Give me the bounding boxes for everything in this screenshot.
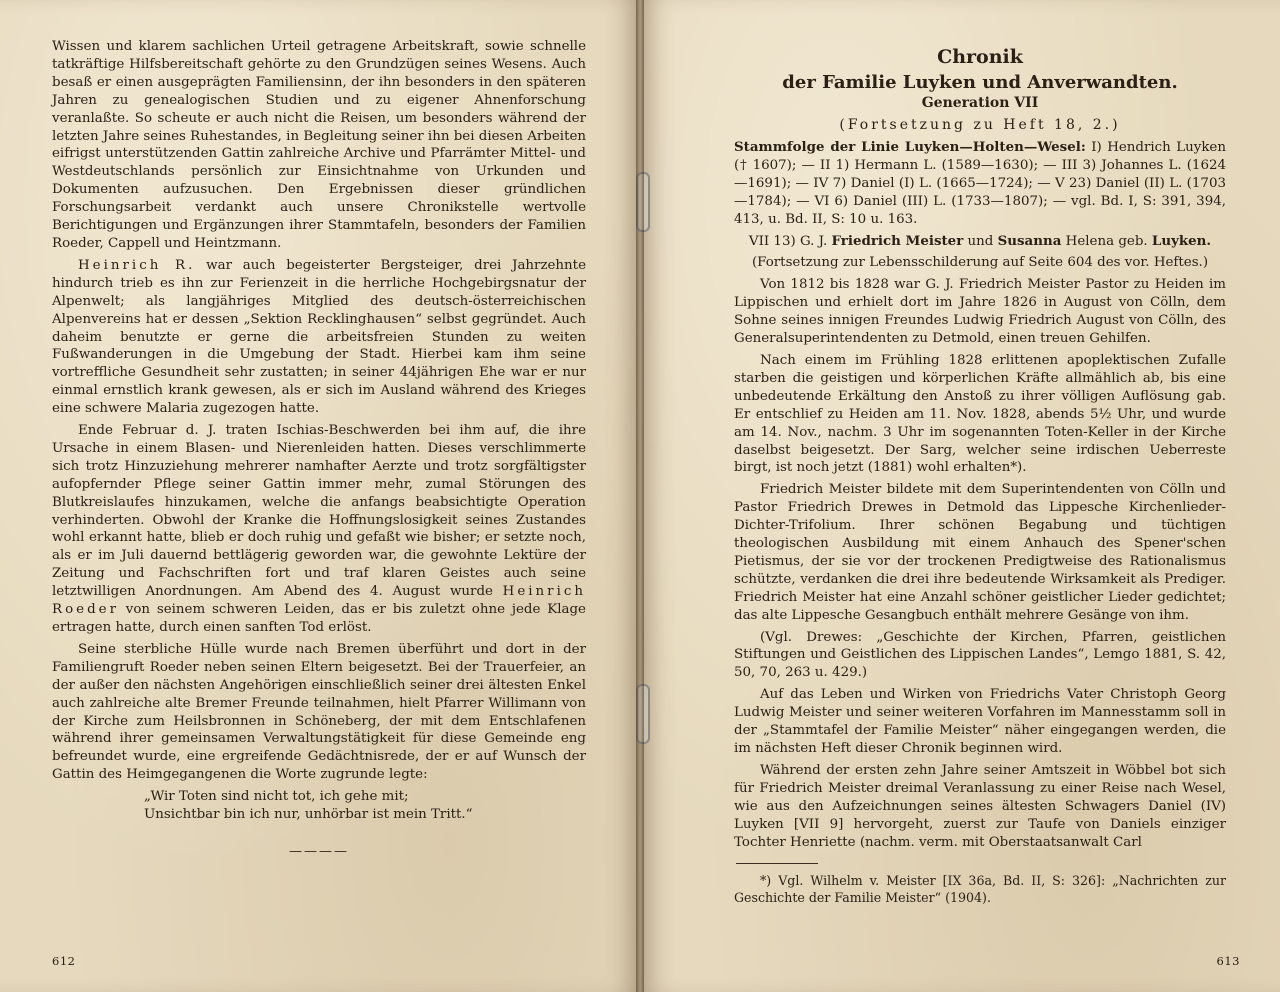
chronicle-title: Chronik	[937, 46, 1023, 68]
right-paragraph-1: Von 1812 bis 1828 war G. J. Friedrich Meister Pastor zu Heiden im Lippischen und erhielt dort im Jahre 1826 in August von Cölln, dem Sohne seines innigen Freundes Ludwig Friedrich August von Cölln, des Generalsuperintendenten zu Detmold, einen treuen Gehilfen.	[734, 277, 1226, 347]
right-page	[640, 0, 1280, 992]
right-paragraph-5: Auf das Leben und Wirken von Friedrichs Vater Christoph Georg Ludwig Meister und seiner weiteren Vorfahren im Mannesstamm soll in der „Stammtafel der Familie Meister“ näher eingegangen werden, die im nächsten Heft dieser Chronik beginnen wird.	[734, 687, 1226, 756]
right-page-text	[734, 139, 1226, 851]
verse-line-2: Unsichtbar bin ich nur, unhörbar ist mein Tritt.“	[144, 807, 473, 823]
name-heinrich-r: Heinrich R.	[78, 257, 196, 273]
name-heinrich-roeder: Heinrich Roeder	[52, 584, 586, 618]
footnote	[734, 872, 1226, 906]
left-page-text	[52, 38, 586, 784]
section-end-mark: ————	[289, 843, 349, 859]
generation-heading: Generation VII	[921, 95, 1039, 111]
lineage-label: Stammfolge der Linie Luyken—Holten—Wesel:	[734, 139, 1086, 155]
left-paragraph-1: Wissen und klarem sachlichen Urteil getragene Arbeitskraft, sowie schnelle tatkräftige Hilfsbereitschaft gehörte zu den Grundzügen seines Wesens. Auch besaß er einen ausgeprägten Familiensinn, der ihn besonders in den späteren Jahren zu genealogischen Studien und zu eigener Ahnenforschung veranlaßte. So scheute er auch nicht die Reisen, um besonders während der letzten Jahre seines Ruhestandes, in Begleitung seiner ihn bei diesen Arbeiten eifrigst unterstützenden Gattin zahlreiche Archive und Pfarrämter Mittel- und Westdeutschlands persönlich zur Einsichtnahme von Urkunden und Dokumenten aufzusuchen. Den Ergebnissen dieser gründlichen Forschungsarbeit verdankt auch unsere Chronikstelle wertvolle Berichtigungen und Ergänzungen ihrer Stammtafeln, besonders der Familien Roeder, Cappell und Heintzmann.	[52, 39, 586, 251]
left-paragraph-4: Seine sterbliche Hülle wurde nach Bremen überführt und dort in der Familiengruft Roeder neben seinen Eltern beigesetzt. Bei der Trauerfeier, an der außer den nächsten Angehörigen einschließlich seiner drei ältesten Enkel auch zahlreiche alte Bremer Freunde teilnahmen, hielt Pfarrer Willimann von der Kirche zum Heilsbronnen in Schöneberg, der mit dem Entschlafenen während ihrer gemeinsamen Verwaltungstätigkeit für diese Gemeinde eng befreundet wurde, eine ergreifende Gedächtnisrede, der er auf Wunsch der Gattin des Heimgegangenen die Worte zugrunde legte:	[52, 641, 586, 783]
verse-line-1: „Wir Toten sind nicht tot, ich gehe mit;	[144, 789, 409, 805]
left-paragraph-3: Ende Februar d. J. traten Ischias-Beschwerden bei ihm auf, die ihre Ursache in einem Blasen- und Nierenleiden hatten. Dieses verschlimmerte sich trotz Hinzuziehung mehrerer namhafter Aerzte und trotz sorgfältigster aufopfernder Pflege seiner Gattin immer mehr, zumal Störungen des Blutkreislaufes hinzukamen, welche die anfangs beabsichtigte Operation verhinderten. Obwohl der Kranke die Hoffnungslosigkeit seines Zustandes wohl erkannt hatte, blieb er doch ruhig und gefaßt wie bisher; er setzte noch, als er im Juli dauernd bettlägerig geworden war, die gewohnte Lektüre der Zeitung und Fachschriften fort und traf klaren Geistes auch seine letztwilligen Anordnungen. Am Abend des 4. August wurde Heinrich Roeder von seinem schweren Leiden, das er bis zuletzt ohne jede Klage ertragen hatte, durch einen sanften Tod erlöst.	[52, 423, 586, 635]
page-number-right: 613	[1216, 954, 1240, 968]
quoted-verse	[144, 788, 586, 824]
footnote-text: *) Vgl. Wilhelm v. Meister [IX 36a, Bd. II, S: 326]: „Nachrichten zur Geschichte der Familie Meister“ (1904).	[734, 873, 1226, 906]
page-number-left: 612	[52, 954, 76, 968]
right-paragraph-6: Während der ersten zehn Jahre seiner Amtszeit in Wöbbel bot sich für Friedrich Meister dreimal Veranlassung zu einer Reise nach Wesel, wie aus den Aufzeichnungen seines ältesten Schwagers Daniel (IV) Luyken [VII 9] hervorgeht, zuerst zur Taufe von Daniels einziger Tochter Henriette (nachm. verm. mit Oberstaatsanwalt Carl	[734, 762, 1226, 850]
right-paragraph-4: (Vgl. Drewes: „Geschichte der Kirchen, Pfarren, geistlichen Stiftungen und Geistlichen des Lippischen Landes“, Lemgo 1881, S. 42, 50, 70, 263 u. 429.)	[734, 629, 1226, 681]
continuation-note: (Fortsetzung zu Heft 18, 2.)	[839, 117, 1121, 133]
subject-line: VII 13) G. J. Friedrich Meister und Susanna Helena geb. Luyken.	[748, 232, 1212, 249]
right-paragraph-3: Friedrich Meister bildete mit dem Superintendenten von Cölln und Pastor Friedrich Drewes in Detmold das Lippesche Kirchenlieder-Dichter-Trifolium. Ihrer schönen Begabung und tüchtigen theologischen Ausbildung mit einem Anhauch des Spener'schen Pietismus, der sie vor der trockenen Predigtweise des Rationalismus schützte, verdanken die drei ihre bedeutende Wirksamkeit als Prediger. Friedrich Meister hat eine Anzahl schöner geistlicher Lieder gedichtet; das alte Lippesche Gesangbuch enthält mehrere Gesänge von ihm.	[734, 482, 1226, 623]
book-gutter	[636, 0, 644, 992]
footnote-rule	[736, 863, 818, 864]
chronicle-subtitle: der Familie Luyken und Anverwandten.	[782, 72, 1178, 93]
lineage-paragraph: Stammfolge der Linie Luyken—Holten—Wesel: I) Hendrich Luyken († 1607); — II 1) Hermann L. (1589—1630); — III 3) Johannes L. (1624—1691); — IV 7) Daniel (I) L. (1665—1724); — V 23) Daniel (II) L. (1703—1784); — VI 6) Daniel (III) L. (1733—1807); — vgl. Bd. I, S: 391, 394, 413, u. Bd. II, S: 10 u. 163.	[734, 139, 1226, 227]
right-paragraph-2: Nach einem im Frühling 1828 erlittenen apoplektischen Zufalle starben die geistigen und körperlichen Kräfte allmählich ab, bis eine unbedeutende Erkältung den Anstoß zu ihrer völligen Auflösung gab. Er entschlief zu Heiden am 11. Nov. 1828, abends 5½ Uhr, und wurde am 14. Nov., nachm. 3 Uhr im sogenannten Toten-Keller in der Kirche daselbst beigesetzt. Der Sarg, welcher seine irdischen Ueberreste birgt, ist noch jetzt (1881) wohl erhalten*).	[734, 352, 1226, 476]
continuation-reference: (Fortsetzung zur Lebensschilderung auf Seite 604 des vor. Heftes.)	[751, 255, 1209, 271]
left-paragraph-2: Heinrich R. war auch begeisterter Bergsteiger, drei Jahrzehnte hindurch trieb es ihn zur Ferienzeit in die herrliche Hochgebirgsnatur der Alpenwelt; als langjähriges Mitglied des deutsch-österreichischen Alpenvereins hat er dessen „Sektion Recklinghausen“ selbst gegründet. Auch daheim benutzte er gerne die arbeitsfreien Stunden zu weiten Fußwanderungen in die Umgebung der Stadt. Hierbei kam ihm seine vortreffliche Gesundheit sehr zustatten; in seiner 44jährigen Ehe war er nur einmal ernstlich krank gewesen, als er sich im Ausland während des Krieges eine schwere Malaria zugezogen hatte.	[52, 257, 586, 417]
